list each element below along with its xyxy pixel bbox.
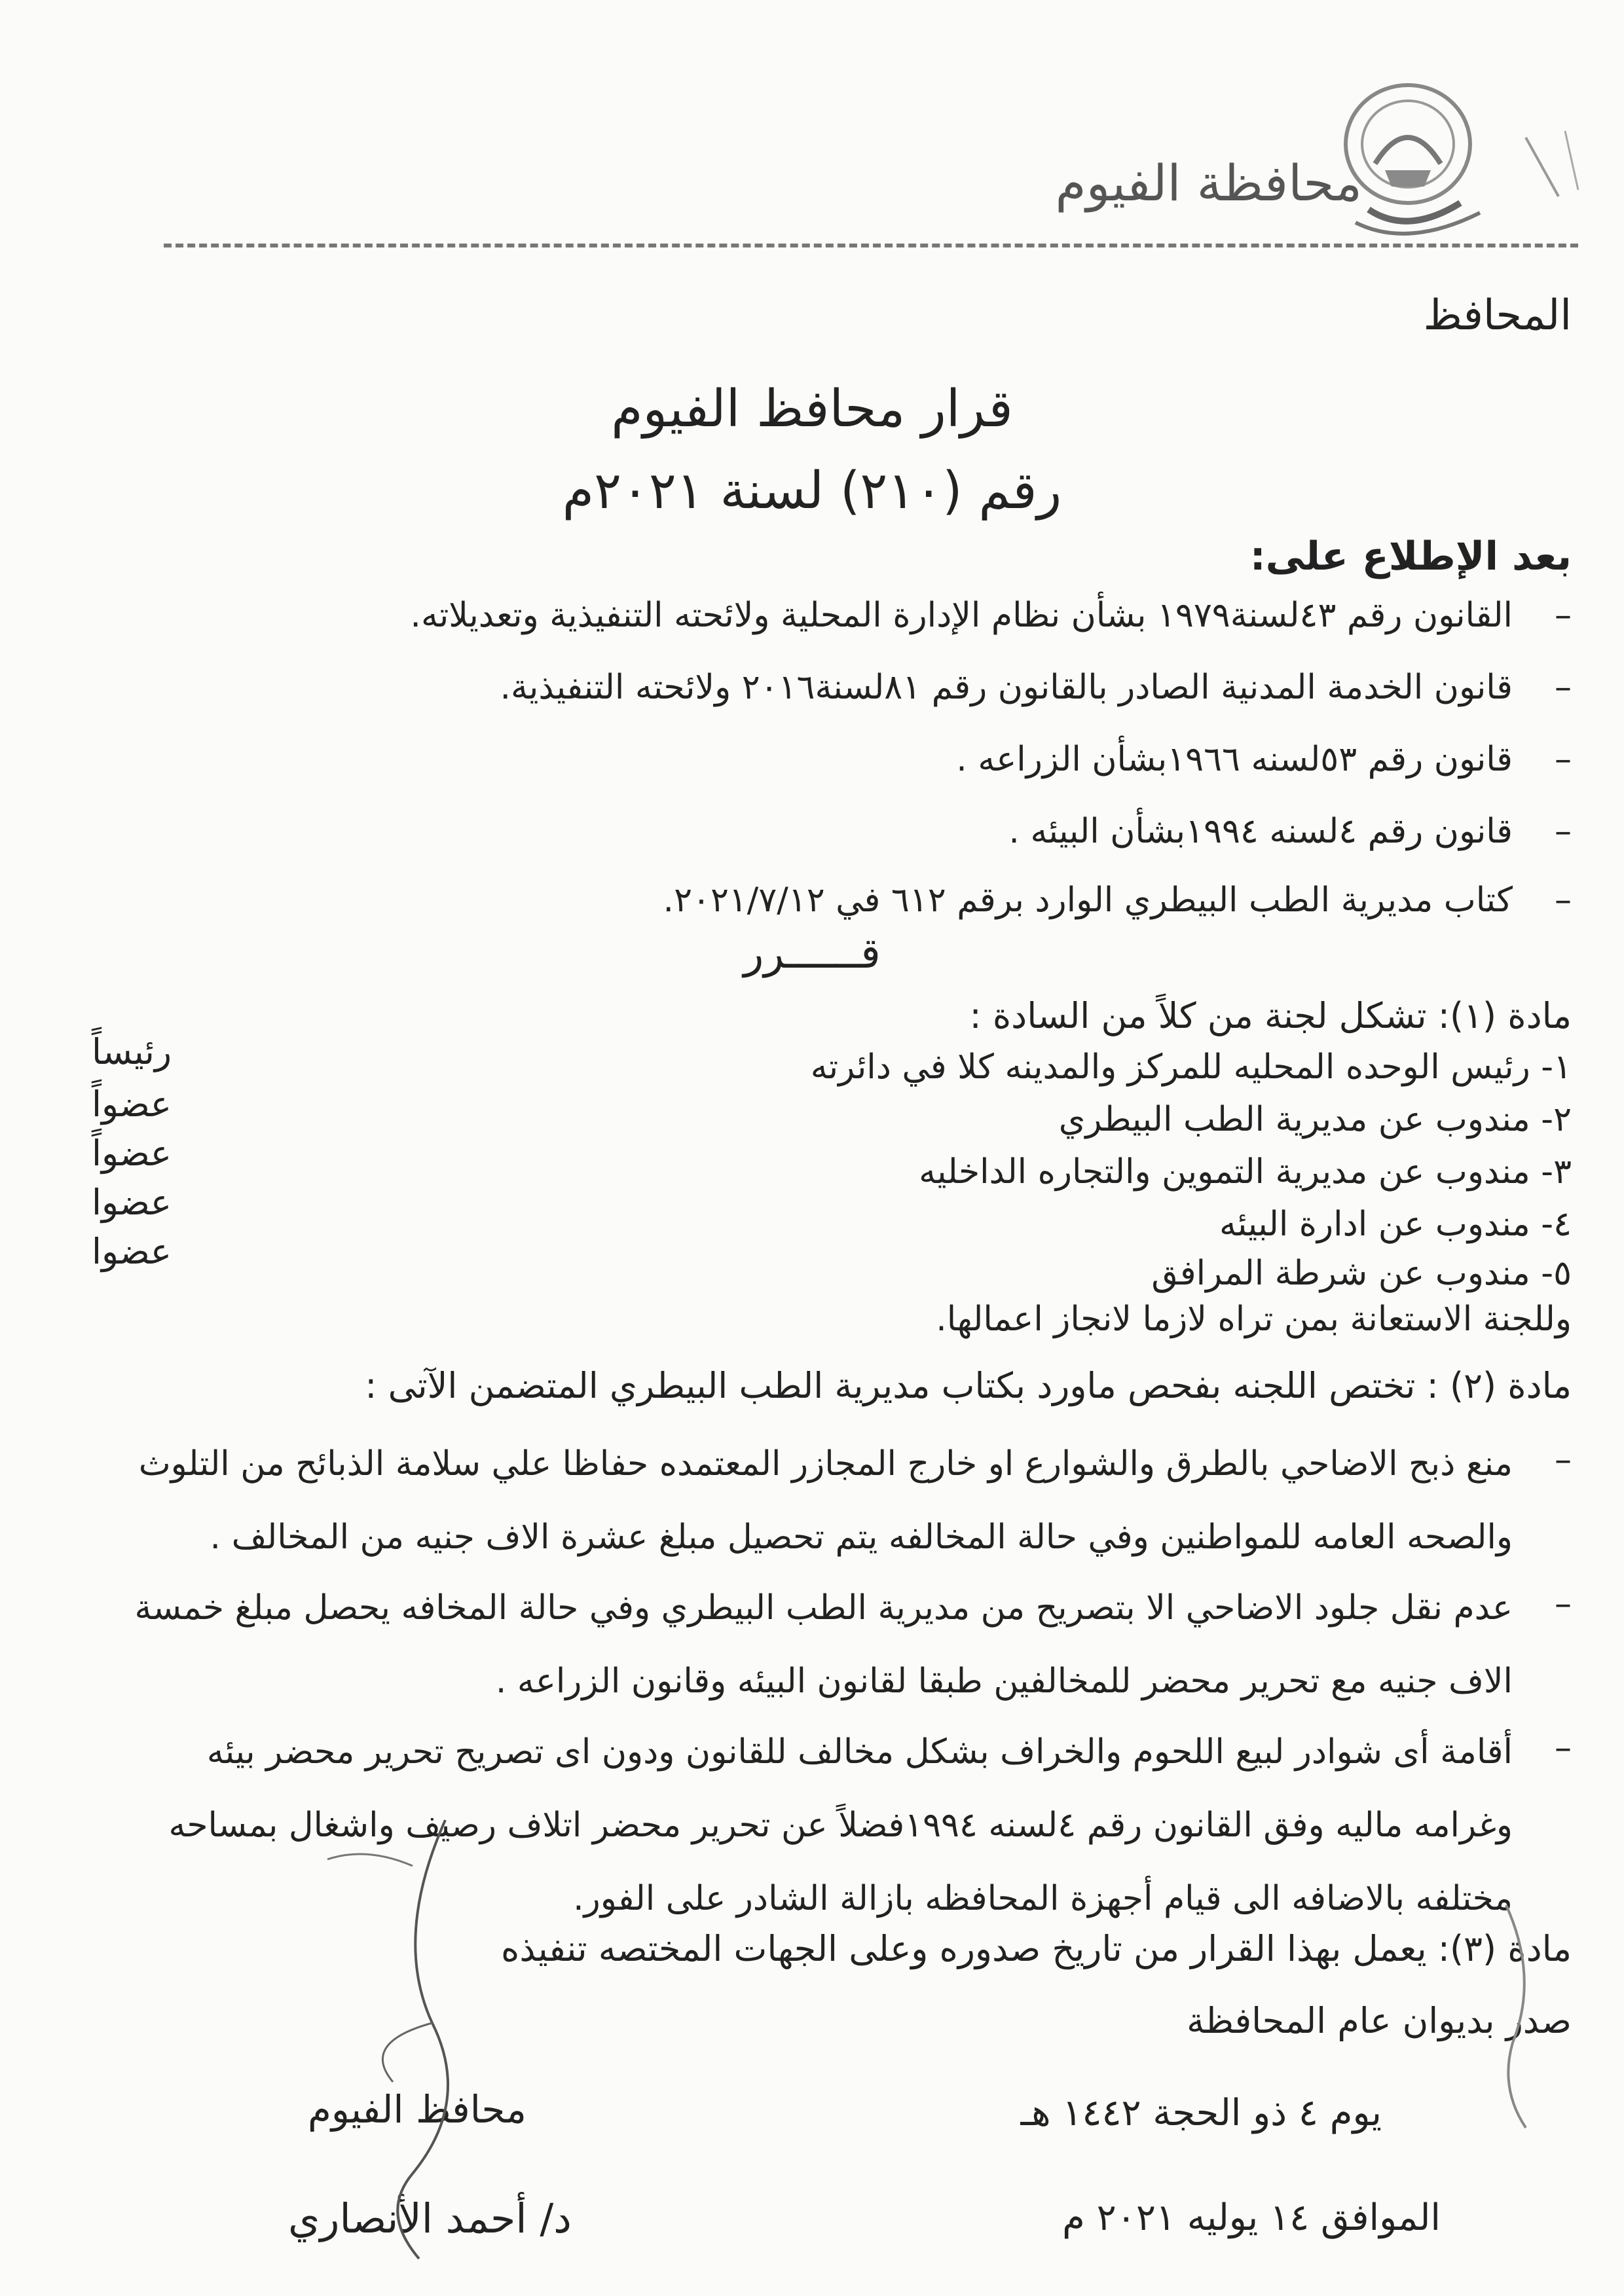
item-line: مختلفه بالاضافه الى قيام أجهزة المحافظه بازالة الشادر على الفور. — [573, 1879, 1513, 1918]
member-role: عضوا — [92, 1231, 172, 1272]
item-line: أقامة أى شوادر لبيع اللحوم والخراف بشكل مخالف للقانون ودون اى تصريح تحرير محضر بيئه — [206, 1732, 1513, 1772]
governorate-name: محافظة الفيوم — [1055, 154, 1362, 212]
committee-member: ٢- مندوب عن مديرية الطب البيطري — [1058, 1100, 1572, 1139]
signer-name: د/ أحمد الأنصاري — [288, 2195, 572, 2242]
decree-number: رقم (٢١٠) لسنة ٢٠٢١م — [562, 462, 1062, 520]
decision-heading: قــــــرر — [743, 930, 881, 978]
item-line: عدم نقل جلود الاضاحي الا بتصريح من مديرية الطب البيطري وفي حالة المخافه يحصل مبلغ خمسة — [134, 1588, 1513, 1628]
gregorian-date: الموافق ١٤ يوليه ٢٠٢١ م — [1062, 2196, 1441, 2239]
member-role: عضواً — [92, 1133, 172, 1174]
list-dash: – — [1555, 668, 1572, 707]
item-line: والصحه العامه للمواطنين وفي حالة المخالفه يتم تحصيل مبلغ عشرة الاف جنيه من المخالف . — [210, 1518, 1513, 1557]
item-line: الاف جنيه مع تحرير محضر للمخالفين طبقا لقانون البيئه وقانون الزراعه . — [495, 1662, 1513, 1701]
article-3: مادة (٣): يعمل بهذا القرار من تاريخ صدوره وعلى الجهات المختصه تنفيذه — [501, 1928, 1572, 1969]
hijri-date: يوم ٤ ذو الحجة ١٤٤٢ هـ — [1020, 2092, 1382, 2134]
article-1-heading: مادة (١): تشكل لجنة من كلاً من السادة : — [969, 995, 1572, 1036]
basis-item: القانون رقم ٤٣لسنة١٩٧٩ بشأن نظام الإدارة المحلية ولائحته التنفيذية وتعديلاته. — [410, 596, 1513, 635]
committee-member: ١- رئيس الوحده المحليه للمركز والمدينه كلا في دائرته — [810, 1048, 1572, 1087]
signer-title: محافظ الفيوم — [308, 2087, 526, 2132]
margin-mark-icon — [1519, 124, 1598, 203]
article-2-item — [139, 1427, 1513, 1574]
basis-item: كتاب مديرية الطب البيطري الوارد برقم ٦١٢ في ٢٠٢١/٧/١٢. — [663, 881, 1513, 920]
article-2-heading: مادة (٢) : تختص اللجنه بفحص ماورد بكتاب مديرية الطب البيطري المتضمن الآتى : — [365, 1365, 1572, 1406]
signature-scribble-icon — [196, 1807, 524, 2265]
issued-at: صدر بديوان عام المحافظة — [1187, 2000, 1572, 2041]
basis-item: قانون الخدمة المدنية الصادر بالقانون رقم ٨١لسنة٢٠١٦ ولائحته التنفيذية. — [500, 668, 1513, 707]
list-dash: – — [1555, 596, 1572, 635]
item-line: وغرامه ماليه وفق القانون رقم ٤لسنه ١٩٩٤فضلاً عن تحرير محضر اتلاف رصيف واشغال بمساحه — [168, 1806, 1513, 1845]
member-role: رئيساً — [92, 1031, 172, 1072]
basis-heading: بعد الإطلاع على: — [1249, 534, 1572, 579]
item-line: منع ذبح الاضاحي بالطرق والشوارع او خارج المجازر المعتمده حفاظا علي سلامة الذبائح من التلوث — [138, 1444, 1513, 1484]
list-dash: – — [1555, 740, 1572, 779]
list-dash: – — [1555, 881, 1572, 920]
header-divider — [164, 244, 1578, 247]
committee-note: وللجنة الاستعانة بمن تراه لازما لانجاز اعمالها. — [936, 1300, 1572, 1339]
committee-member: ٤- مندوب عن ادارة البيئه — [1219, 1205, 1572, 1244]
member-role: عضوا — [92, 1182, 172, 1223]
committee-member: ٥- مندوب عن شرطة المرافق — [1151, 1254, 1572, 1293]
basis-item: قانون رقم ٥٣لسنه ١٩٦٦بشأن الزراعه . — [956, 740, 1513, 779]
list-dash: – — [1555, 1728, 1572, 1768]
margin-scribble-icon — [1480, 1899, 1559, 2134]
member-role: عضواً — [92, 1084, 172, 1125]
list-dash: – — [1555, 812, 1572, 851]
basis-item: قانون رقم ٤لسنه ١٩٩٤بشأن البيئه . — [1008, 812, 1513, 851]
decree-title: قرار محافظ الفيوم — [611, 380, 1013, 439]
list-dash: – — [1555, 1440, 1572, 1480]
article-2-item — [135, 1571, 1513, 1718]
list-dash: – — [1555, 1584, 1572, 1624]
committee-member: ٣- مندوب عن مديرية التموين والتجاره الداخليه — [919, 1152, 1572, 1192]
issuer-role-label: المحافظ — [1423, 291, 1572, 340]
